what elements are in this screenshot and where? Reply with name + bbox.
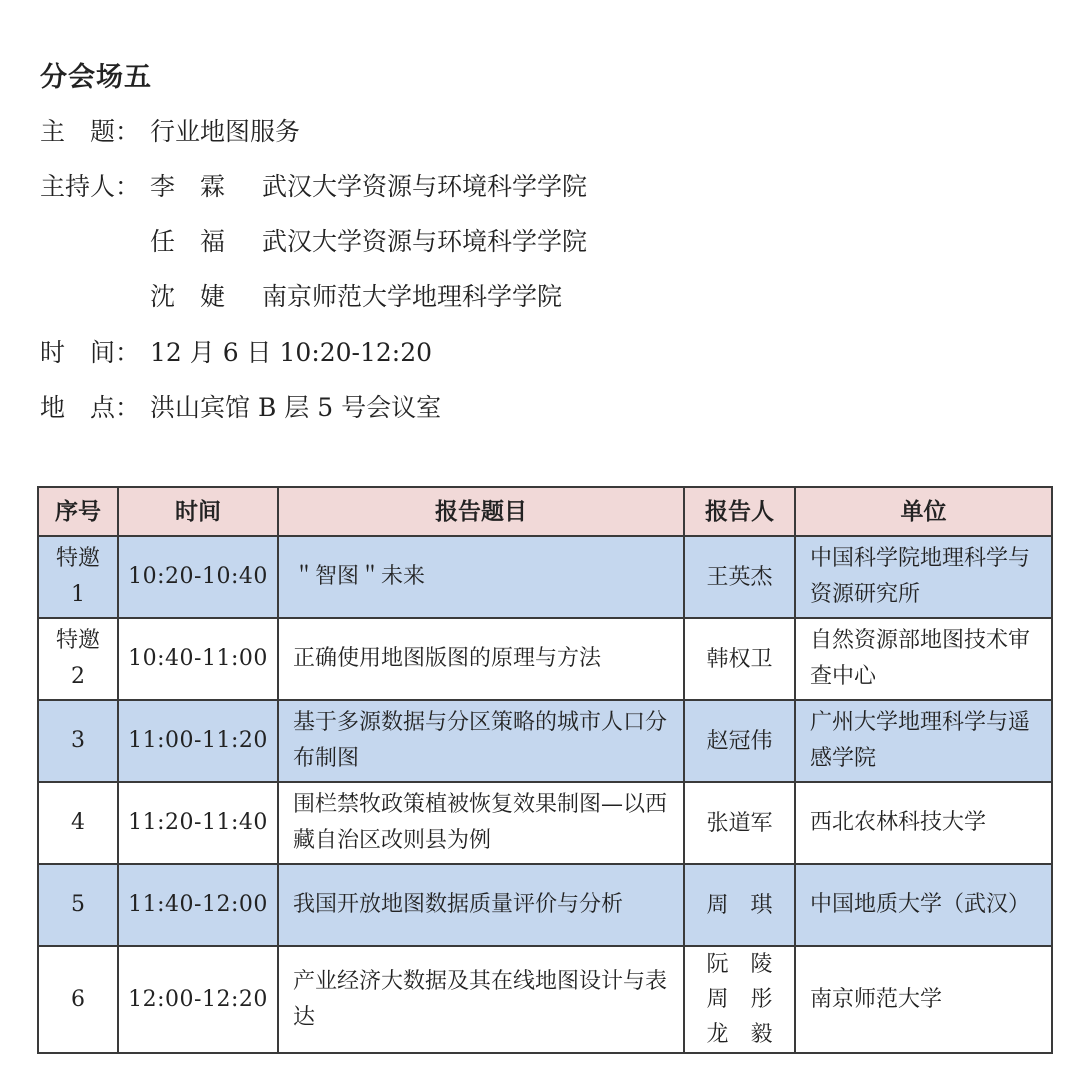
cell-no: 特邀 2 (38, 618, 118, 700)
cell-topic: 正确使用地图版图的原理与方法 (278, 618, 684, 700)
cell-topic: 基于多源数据与分区策略的城市人口分布制图 (278, 700, 684, 782)
speaker-name: 韩权卫 (706, 646, 773, 672)
cell-time: 11:00-11:20 (118, 700, 278, 782)
cell-time: 11:20-11:40 (118, 782, 278, 864)
time-value: 12 月 6 日 10:20-12:20 (150, 338, 433, 367)
cell-unit: 西北农林科技大学 (795, 782, 1052, 864)
header-speaker: 报告人 (684, 487, 795, 536)
cell-unit: 广州大学地理科学与遥感学院 (795, 700, 1052, 782)
topic-label: 主 题： (40, 117, 141, 146)
cell-speaker (684, 782, 795, 864)
cell-no: 4 (38, 782, 118, 864)
place-value: 洪山宾馆 B 层 5 号会议室 (150, 393, 442, 422)
cell-speaker (684, 618, 795, 700)
cell-no: 5 (38, 864, 118, 946)
speaker-name: 阮 陵 (706, 952, 773, 977)
speaker-name: 赵冠伟 (706, 728, 773, 754)
cell-time: 10:40-11:00 (118, 618, 278, 700)
host-affiliation: 武汉大学资源与环境科学学院 (262, 172, 588, 201)
table-row (38, 946, 1052, 1053)
time-label: 时 间： (40, 338, 141, 367)
host-name: 沈 婕 (150, 282, 226, 311)
cell-time: 11:40-12:00 (118, 864, 278, 946)
cell-time: 12:00-12:20 (118, 946, 278, 1053)
speaker-name: 张道军 (706, 810, 773, 836)
topic-value: 行业地图服务 (150, 117, 301, 146)
host-line-3 (40, 277, 562, 317)
page-title: 分会场五 (40, 62, 152, 93)
cell-topic: 我国开放地图数据质量评价与分析 (278, 864, 684, 946)
topic-line (40, 112, 300, 152)
cell-topic: 产业经济大数据及其在线地图设计与表达 (278, 946, 684, 1053)
speaker-name: 周 彤 (706, 987, 773, 1012)
cell-unit: 中国地质大学（武汉） (795, 864, 1052, 946)
table-row (38, 618, 1052, 700)
table-row (38, 536, 1052, 618)
host-label: 主持人： (40, 172, 141, 201)
cell-time: 10:20-10:40 (118, 536, 278, 618)
cell-speaker (684, 536, 795, 618)
header-no: 序号 (38, 487, 118, 536)
host-name: 李 霖 (150, 172, 226, 201)
place-label: 地 点： (40, 393, 141, 422)
time-line (40, 333, 432, 373)
host-line-2 (40, 222, 587, 262)
place-line (40, 388, 441, 428)
cell-topic: ＂智图＂未来 (278, 536, 684, 618)
cell-speaker (684, 864, 795, 946)
schedule-table (37, 486, 1053, 1054)
header-topic: 报告题目 (278, 487, 684, 536)
table-header-row (38, 487, 1052, 536)
cell-no: 3 (38, 700, 118, 782)
cell-speaker (684, 700, 795, 782)
table-row (38, 864, 1052, 946)
cell-speaker (684, 946, 795, 1053)
table-row (38, 700, 1052, 782)
cell-topic: 围栏禁牧政策植被恢复效果制图—以西藏自治区改则县为例 (278, 782, 684, 864)
host-affiliation: 武汉大学资源与环境科学学院 (262, 227, 588, 256)
speaker-name: 周 琪 (706, 892, 773, 918)
cell-unit: 中国科学院地理科学与资源研究所 (795, 536, 1052, 618)
host-name: 任 福 (150, 227, 226, 256)
cell-no: 6 (38, 946, 118, 1053)
host-line-1 (40, 167, 587, 207)
table-row (38, 782, 1052, 864)
header-unit: 单位 (795, 487, 1052, 536)
speaker-name: 王英杰 (706, 564, 773, 590)
cell-no: 特邀 1 (38, 536, 118, 618)
header-time: 时间 (118, 487, 278, 536)
host-affiliation: 南京师范大学地理科学学院 (262, 282, 563, 311)
speaker-name: 龙 毅 (706, 1022, 773, 1047)
cell-unit: 自然资源部地图技术审查中心 (795, 618, 1052, 700)
cell-unit: 南京师范大学 (795, 946, 1052, 1053)
